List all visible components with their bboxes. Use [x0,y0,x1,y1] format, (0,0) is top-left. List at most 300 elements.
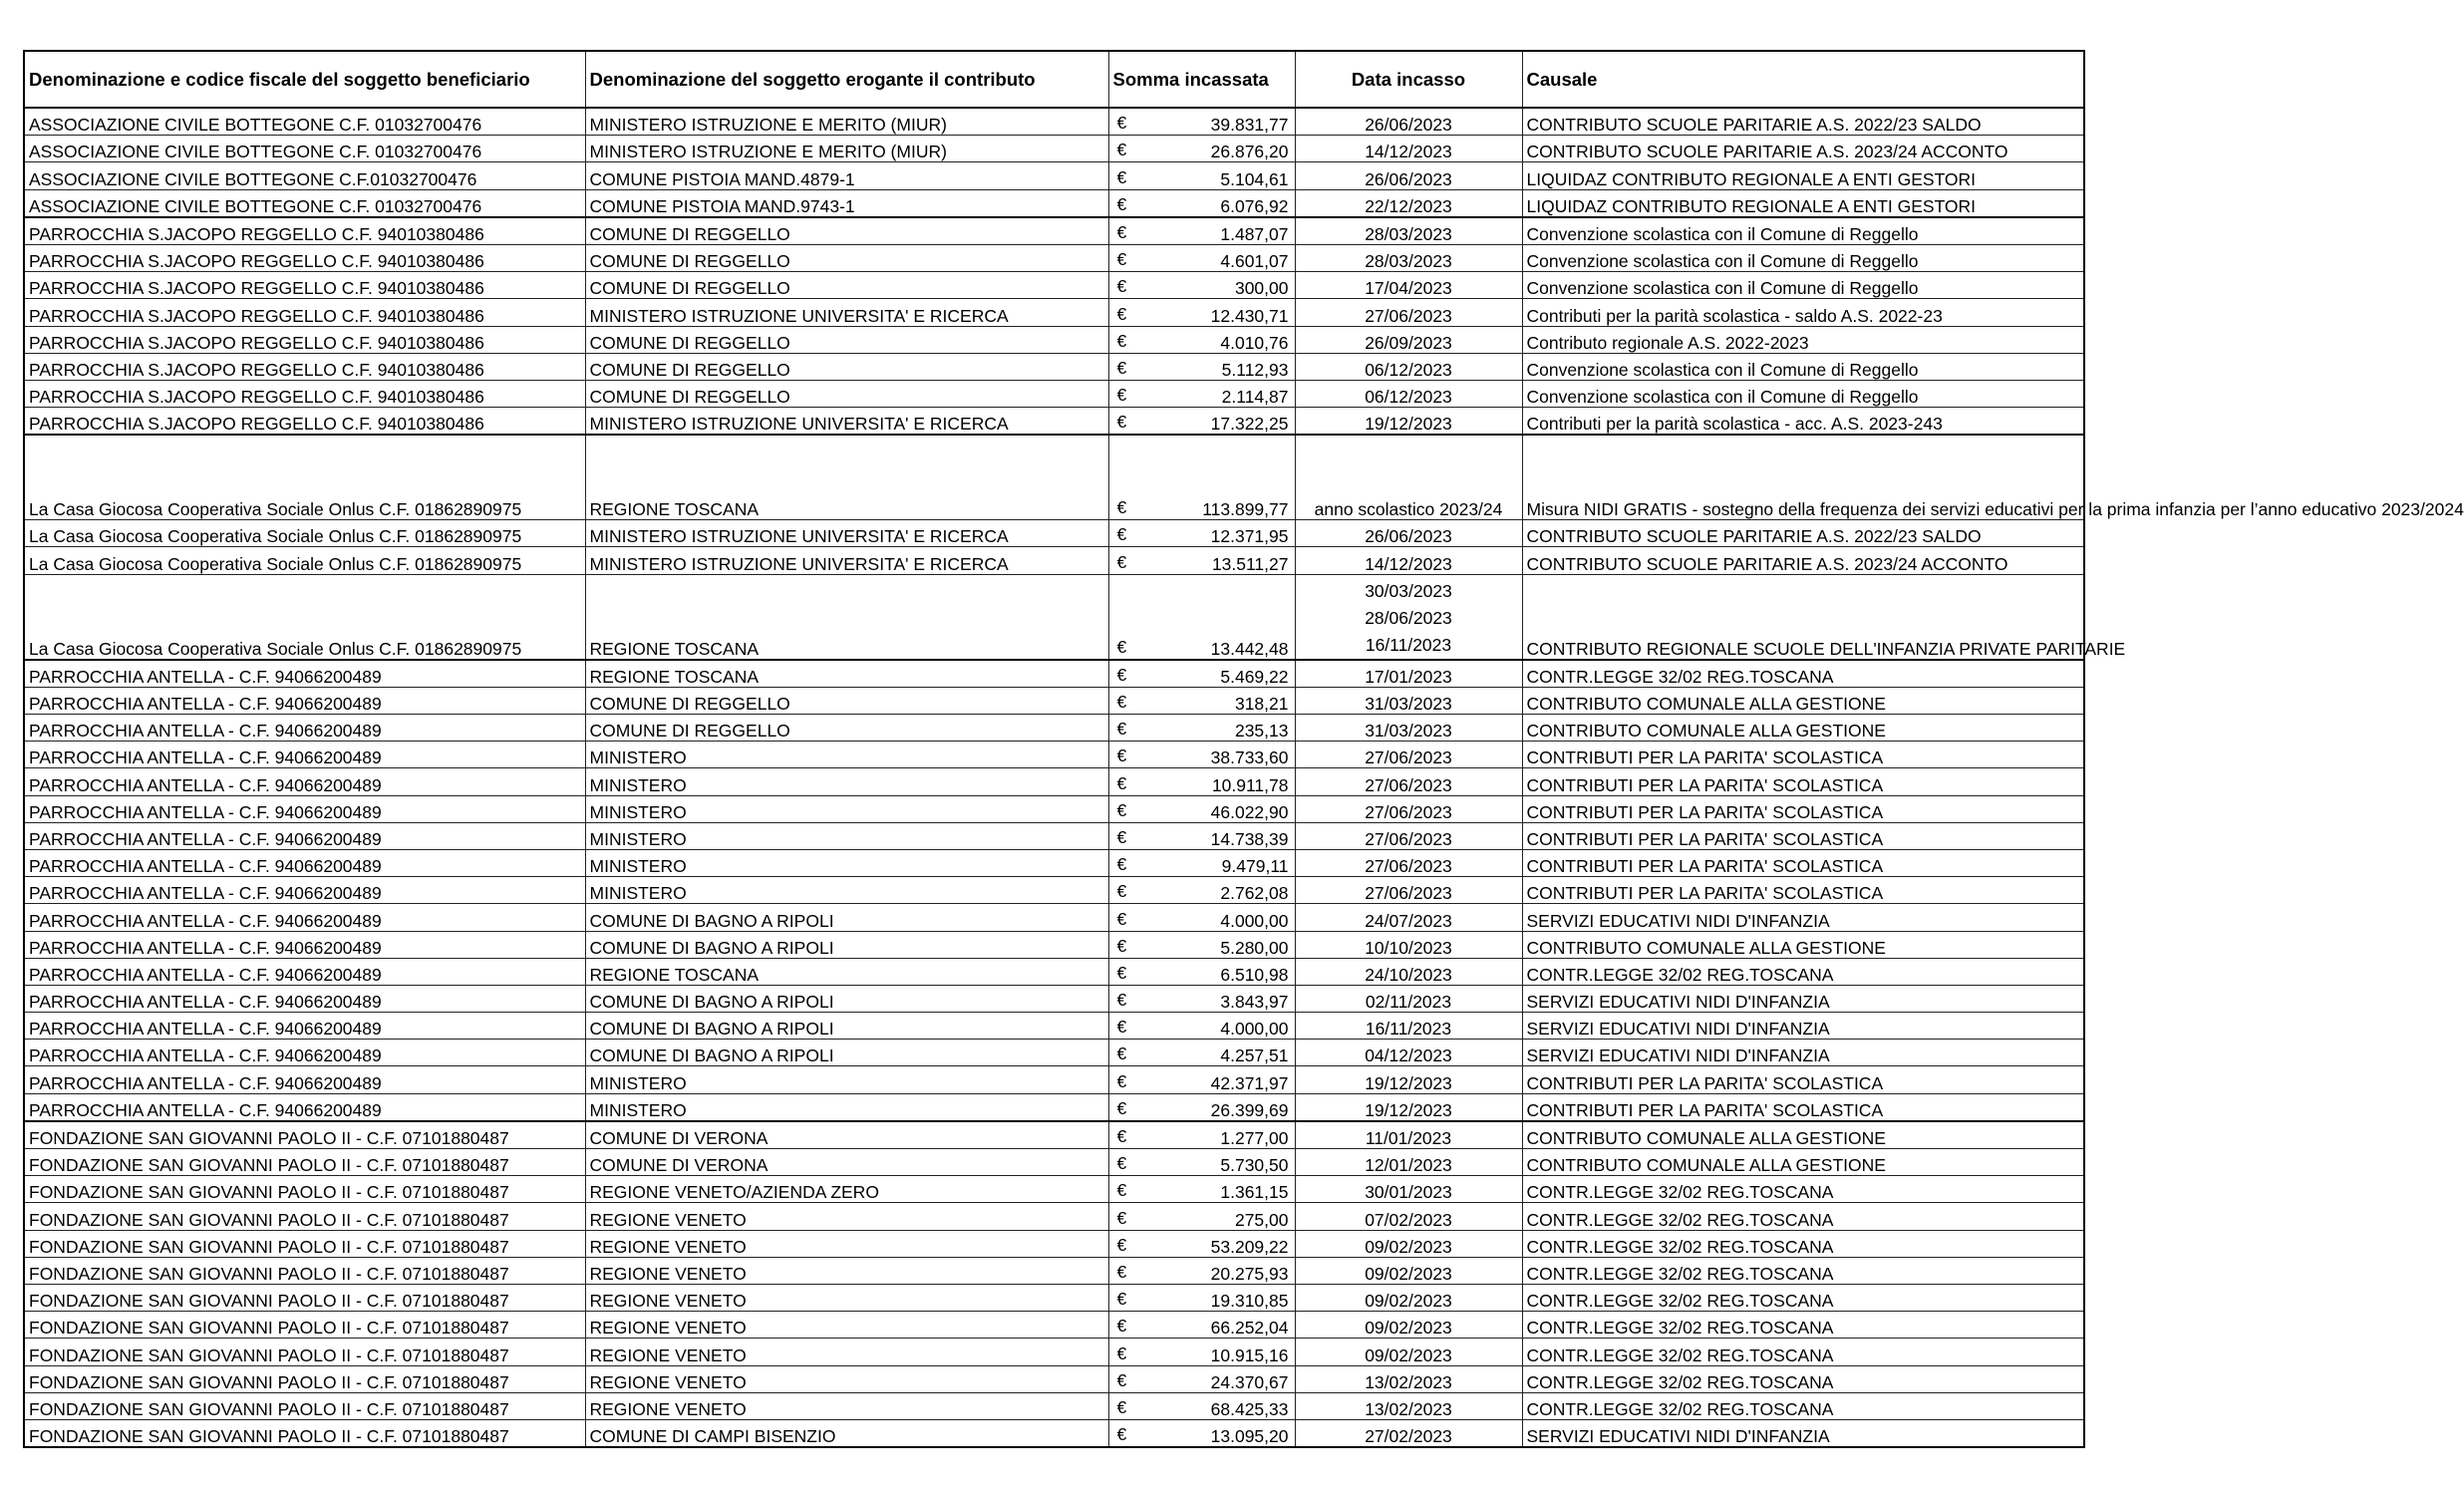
date-value: 27/06/2023 [1365,747,1452,768]
amount-cell [1108,380,1295,407]
euro-symbol: € [1116,1369,1127,1390]
causale-cell: CONTRIBUTO COMUNALE ALLA GESTIONE [1522,715,2084,742]
beneficiario-cell: PARROCCHIA ANTELLA - C.F. 94066200489 [24,795,585,822]
date-value: 19/12/2023 [1365,1072,1452,1093]
beneficiario-cell: PARROCCHIA S.JACOPO REGGELLO C.F. 94010380486 [24,326,585,353]
date-cell [1295,1203,1522,1230]
date-cell [1295,1230,1522,1257]
euro-symbol: € [1116,524,1127,545]
amount-value: 318,21 [1234,694,1289,714]
amount-cell [1108,958,1295,985]
erogante-cell: COMUNE DI BAGNO A RIPOLI [585,904,1108,931]
table-row [24,1066,2084,1093]
euro-symbol: € [1116,1180,1127,1201]
beneficiario-cell: PARROCCHIA ANTELLA - C.F. 94066200489 [24,1066,585,1093]
causale-cell: CONTRIBUTO SCUOLE PARITARIE A.S. 2022/23 SALDO [1522,108,2084,136]
euro-symbol: € [1116,330,1127,351]
amount-value: 10.911,78 [1211,774,1289,795]
beneficiario-cell: FONDAZIONE SAN GIOVANNI PAOLO II - C.F. 07101880487 [24,1419,585,1447]
erogante-cell: COMUNE DI BAGNO A RIPOLI [585,931,1108,958]
causale-cell: CONTRIBUTO SCUOLE PARITARIE A.S. 2023/24 ACCONTO [1522,547,2084,574]
causale-cell: CONTR.LEGGE 32/02 REG.TOSCANA [1522,958,2084,985]
erogante-cell: COMUNE DI BAGNO A RIPOLI [585,1013,1108,1040]
euro-symbol: € [1116,1234,1127,1255]
amount-value: 68.425,33 [1210,1398,1289,1419]
date-value: 30/01/2023 [1365,1182,1452,1203]
date-cell [1295,958,1522,985]
table-row [24,1093,2084,1121]
date-cell [1295,1339,1522,1365]
erogante-cell: COMUNE DI CAMPI BISENZIO [585,1419,1108,1447]
date-cell [1295,904,1522,931]
table-row [24,1149,2084,1176]
beneficiario-cell: FONDAZIONE SAN GIOVANNI PAOLO II - C.F. 07101880487 [24,1312,585,1339]
amount-cell [1108,272,1295,299]
beneficiario-cell: PARROCCHIA ANTELLA - C.F. 94066200489 [24,660,585,688]
causale-cell: CONTRIBUTI PER LA PARITA' SCOLASTICA [1522,849,2084,876]
date-value: 06/12/2023 [1365,359,1452,380]
contributions-table [23,50,2464,1448]
erogante-cell: MINISTERO [585,822,1108,849]
amount-cell [1108,768,1295,795]
table-row [24,1284,2084,1311]
beneficiario-cell: PARROCCHIA ANTELLA - C.F. 94066200489 [24,931,585,958]
beneficiario-cell: PARROCCHIA ANTELLA - C.F. 94066200489 [24,822,585,849]
euro-symbol: € [1116,908,1127,929]
amount-value: 38.733,60 [1210,747,1289,768]
euro-symbol: € [1116,1316,1127,1337]
beneficiario-cell: PARROCCHIA S.JACOPO REGGELLO C.F. 94010380486 [24,272,585,299]
euro-symbol: € [1116,881,1127,902]
beneficiario-cell: ASSOCIAZIONE CIVILE BOTTEGONE C.F. 01032700476 [24,189,585,217]
causale-cell: LIQUIDAZ CONTRIBUTO REGIONALE A ENTI GESTORI [1522,189,2084,217]
euro-symbol: € [1116,551,1127,572]
beneficiario-cell: PARROCCHIA ANTELLA - C.F. 94066200489 [24,1013,585,1040]
date-value: 13/02/2023 [1365,1398,1452,1419]
euro-symbol: € [1116,1017,1127,1038]
amount-value: 4.257,51 [1220,1045,1289,1066]
euro-symbol: € [1116,990,1127,1011]
date-cell [1295,877,1522,904]
amount-cell [1108,189,1295,217]
erogante-cell: REGIONE VENETO [585,1365,1108,1392]
table-row [24,931,2084,958]
amount-cell [1108,1339,1295,1365]
amount-cell [1108,985,1295,1012]
causale-cell: CONTR.LEGGE 32/02 REG.TOSCANA [1522,660,2084,688]
date-cell [1295,1121,1522,1149]
amount-value: 5.469,22 [1220,666,1289,687]
euro-symbol: € [1116,1207,1127,1228]
causale-cell: CONTRIBUTO COMUNALE ALLA GESTIONE [1522,1121,2084,1149]
date-cell [1295,1392,1522,1419]
table-row [24,520,2084,547]
beneficiario-cell: PARROCCHIA S.JACOPO REGGELLO C.F. 94010380486 [24,217,585,245]
amount-value: 300,00 [1234,278,1289,299]
table-row [24,768,2084,795]
erogante-cell: COMUNE DI REGGELLO [585,272,1108,299]
amount-cell [1108,742,1295,768]
erogante-cell: MINISTERO ISTRUZIONE UNIVERSITA' E RICERCA [585,520,1108,547]
date-cell [1295,660,1522,688]
amount-value: 4.601,07 [1220,251,1289,272]
amount-value: 20.275,93 [1210,1263,1289,1284]
date-value: 28/06/2023 [1365,607,1452,628]
amount-value: 5.280,00 [1220,937,1289,958]
date-cell [1295,547,1522,574]
amount-value: 39.831,77 [1210,115,1289,136]
amount-cell [1108,217,1295,245]
erogante-cell: REGIONE VENETO [585,1203,1108,1230]
date-value: 09/02/2023 [1365,1344,1452,1365]
causale-cell: Misura NIDI GRATIS - sostegno della frequenza dei servizi educativi per la prima infanzia per l’anno educativo 2023/2024 [1522,435,2084,520]
table-row [24,877,2084,904]
erogante-cell: REGIONE VENETO [585,1230,1108,1257]
date-cell [1295,715,1522,742]
causale-cell: SERVIZI EDUCATIVI NIDI D'INFANZIA [1522,1013,2084,1040]
beneficiario-cell: PARROCCHIA ANTELLA - C.F. 94066200489 [24,958,585,985]
euro-symbol: € [1116,1424,1127,1445]
beneficiario-cell: FONDAZIONE SAN GIOVANNI PAOLO II - C.F. 07101880487 [24,1392,585,1419]
euro-symbol: € [1116,193,1127,214]
table-row [24,958,2084,985]
erogante-cell: REGIONE VENETO [585,1392,1108,1419]
amount-value: 1.277,00 [1220,1128,1289,1148]
beneficiario-cell: PARROCCHIA ANTELLA - C.F. 94066200489 [24,768,585,795]
date-value: 07/02/2023 [1365,1209,1452,1230]
date-value: 27/06/2023 [1365,883,1452,904]
euro-symbol: € [1116,412,1127,433]
amount-cell [1108,547,1295,574]
date-value: 26/06/2023 [1365,115,1452,136]
causale-cell: CONTR.LEGGE 32/02 REG.TOSCANA [1522,1392,2084,1419]
date-cell [1295,985,1522,1012]
date-cell [1295,742,1522,768]
beneficiario-cell: FONDAZIONE SAN GIOVANNI PAOLO II - C.F. 07101880487 [24,1149,585,1176]
amount-value: 6.510,98 [1220,964,1289,985]
beneficiario-cell: PARROCCHIA ANTELLA - C.F. 94066200489 [24,985,585,1012]
beneficiario-cell: PARROCCHIA ANTELLA - C.F. 94066200489 [24,715,585,742]
date-value: anno scolastico 2023/24 [1314,499,1503,520]
amount-value: 3.843,97 [1220,992,1289,1013]
beneficiario-cell: PARROCCHIA S.JACOPO REGGELLO C.F. 94010380486 [24,353,585,380]
date-cell [1295,1040,1522,1066]
amount-value: 13.442,48 [1210,638,1289,659]
amount-value: 2.762,08 [1220,883,1289,904]
amount-cell [1108,162,1295,189]
erogante-cell: COMUNE DI REGGELLO [585,326,1108,353]
table-row [24,1176,2084,1203]
beneficiario-cell: PARROCCHIA ANTELLA - C.F. 94066200489 [24,1040,585,1066]
date-value: 16/11/2023 [1365,1019,1452,1040]
beneficiario-cell: PARROCCHIA S.JACOPO REGGELLO C.F. 94010380486 [24,244,585,271]
euro-symbol: € [1116,303,1127,324]
table-row [24,795,2084,822]
amount-value: 17.322,25 [1210,414,1289,435]
euro-symbol: € [1116,1126,1127,1146]
amount-value: 5.730,50 [1220,1155,1289,1176]
euro-symbol: € [1116,854,1127,875]
erogante-cell: MINISTERO [585,1093,1108,1121]
beneficiario-cell: FONDAZIONE SAN GIOVANNI PAOLO II - C.F. 07101880487 [24,1284,585,1311]
amount-cell [1108,715,1295,742]
causale-cell: SERVIZI EDUCATIVI NIDI D'INFANZIA [1522,985,2084,1012]
amount-cell [1108,108,1295,136]
table-row [24,136,2084,162]
amount-value: 12.430,71 [1210,305,1289,326]
beneficiario-cell: FONDAZIONE SAN GIOVANNI PAOLO II - C.F. 07101880487 [24,1176,585,1203]
amount-value: 1.487,07 [1220,223,1289,244]
table-row [24,547,2084,574]
date-value: 17/04/2023 [1365,278,1452,299]
date-cell [1295,1013,1522,1040]
causale-cell: Contributi per la parità scolastica - acc. A.S. 2023-243 [1522,408,2084,436]
amount-value: 235,13 [1234,721,1289,742]
erogante-cell: COMUNE DI BAGNO A RIPOLI [585,985,1108,1012]
date-value: 06/12/2023 [1365,387,1452,408]
date-cell [1295,1176,1522,1203]
header-row [24,51,2084,108]
table-row [24,272,2084,299]
euro-symbol: € [1116,140,1127,160]
table-row [24,353,2084,380]
causale-cell: CONTR.LEGGE 32/02 REG.TOSCANA [1522,1176,2084,1203]
table-row [24,715,2084,742]
table-row [24,217,2084,245]
date-value: 27/06/2023 [1365,856,1452,877]
erogante-cell: MINISTERO ISTRUZIONE UNIVERSITA' E RICERCA [585,547,1108,574]
date-value: 26/06/2023 [1365,168,1452,189]
header-somma: Somma incassata [1108,51,1295,108]
erogante-cell: COMUNE PISTOIA MAND.4879-1 [585,162,1108,189]
euro-symbol: € [1116,772,1127,793]
date-value: 30/03/2023 [1365,580,1452,601]
date-cell [1295,108,1522,136]
erogante-cell: MINISTERO [585,795,1108,822]
date-cell [1295,353,1522,380]
table-row [24,435,2084,520]
date-cell [1295,380,1522,407]
causale-cell: SERVIZI EDUCATIVI NIDI D'INFANZIA [1522,1419,2084,1447]
amount-cell [1108,326,1295,353]
amount-cell [1108,795,1295,822]
causale-cell: CONTR.LEGGE 32/02 REG.TOSCANA [1522,1230,2084,1257]
table-row [24,162,2084,189]
table-body [24,108,2464,1447]
beneficiario-cell: La Casa Giocosa Cooperativa Sociale Onlus C.F. 01862890975 [24,547,585,574]
beneficiario-cell: La Casa Giocosa Cooperativa Sociale Onlus C.F. 01862890975 [24,435,585,520]
erogante-cell: MINISTERO [585,877,1108,904]
beneficiario-cell: ASSOCIAZIONE CIVILE BOTTEGONE C.F. 01032700476 [24,136,585,162]
euro-symbol: € [1116,1289,1127,1310]
amount-value: 14.738,39 [1210,828,1289,849]
causale-cell: CONTR.LEGGE 32/02 REG.TOSCANA [1522,1365,2084,1392]
date-cell [1295,768,1522,795]
beneficiario-cell: PARROCCHIA ANTELLA - C.F. 94066200489 [24,742,585,768]
amount-cell [1108,435,1295,520]
causale-cell: CONTRIBUTI PER LA PARITA' SCOLASTICA [1522,795,2084,822]
amount-value: 4.010,76 [1220,332,1289,353]
date-value: 04/12/2023 [1365,1045,1452,1066]
amount-cell [1108,877,1295,904]
beneficiario-cell: FONDAZIONE SAN GIOVANNI PAOLO II - C.F. 07101880487 [24,1365,585,1392]
amount-value: 113.899,77 [1202,499,1289,520]
table-row [24,660,2084,688]
causale-cell: CONTRIBUTI PER LA PARITA' SCOLASTICA [1522,1093,2084,1121]
date-value: 10/10/2023 [1365,937,1452,958]
amount-cell [1108,660,1295,688]
date-cell [1295,162,1522,189]
euro-symbol: € [1116,935,1127,956]
amount-cell [1108,574,1295,660]
beneficiario-cell: FONDAZIONE SAN GIOVANNI PAOLO II - C.F. 07101880487 [24,1121,585,1149]
erogante-cell: MINISTERO ISTRUZIONE E MERITO (MIUR) [585,108,1108,136]
beneficiario-cell: ASSOCIAZIONE CIVILE BOTTEGONE C.F.01032700476 [24,162,585,189]
beneficiario-cell: PARROCCHIA ANTELLA - C.F. 94066200489 [24,904,585,931]
amount-cell [1108,244,1295,271]
causale-cell: CONTR.LEGGE 32/02 REG.TOSCANA [1522,1312,2084,1339]
euro-symbol: € [1116,1097,1127,1118]
causale-cell: Convenzione scolastica con il Comune di Reggello [1522,353,2084,380]
causale-cell: CONTR.LEGGE 32/02 REG.TOSCANA [1522,1257,2084,1284]
erogante-cell: REGIONE VENETO [585,1312,1108,1339]
date-value: 28/03/2023 [1365,251,1452,272]
table-row [24,822,2084,849]
euro-symbol: € [1116,276,1127,297]
amount-value: 5.112,93 [1221,359,1289,380]
amount-cell [1108,408,1295,436]
header-erogante: Denominazione del soggetto erogante il contributo [585,51,1108,108]
table-row [24,189,2084,217]
amount-value: 24.370,67 [1210,1371,1289,1392]
date-value: 31/03/2023 [1365,694,1452,714]
date-cell [1295,299,1522,326]
date-value: 24/07/2023 [1365,910,1452,931]
date-cell [1295,272,1522,299]
table-row [24,1312,2084,1339]
amount-value: 13.511,27 [1211,553,1289,574]
amount-value: 4.000,00 [1220,1019,1289,1040]
euro-symbol: € [1116,1153,1127,1174]
euro-symbol: € [1116,826,1127,847]
causale-cell: Convenzione scolastica con il Comune di Reggello [1522,380,2084,407]
amount-value: 2.114,87 [1221,387,1289,408]
date-cell [1295,435,1522,520]
beneficiario-cell: FONDAZIONE SAN GIOVANNI PAOLO II - C.F. 07101880487 [24,1339,585,1365]
amount-value: 4.000,00 [1220,910,1289,931]
erogante-cell: REGIONE TOSCANA [585,435,1108,520]
table-row [24,1365,2084,1392]
date-cell [1295,1419,1522,1447]
date-cell [1295,217,1522,245]
amount-cell [1108,1419,1295,1447]
causale-cell: CONTRIBUTO COMUNALE ALLA GESTIONE [1522,687,2084,714]
beneficiario-cell: FONDAZIONE SAN GIOVANNI PAOLO II - C.F. 07101880487 [24,1257,585,1284]
beneficiario-cell: PARROCCHIA ANTELLA - C.F. 94066200489 [24,849,585,876]
amount-cell [1108,299,1295,326]
date-value: 27/06/2023 [1365,828,1452,849]
date-value: 22/12/2023 [1365,195,1452,216]
causale-cell: Contributo regionale A.S. 2022-2023 [1522,326,2084,353]
amount-cell [1108,687,1295,714]
header-data: Data incasso [1295,51,1522,108]
beneficiario-cell: FONDAZIONE SAN GIOVANNI PAOLO II - C.F. 07101880487 [24,1203,585,1230]
erogante-cell: COMUNE DI REGGELLO [585,687,1108,714]
date-value: 27/06/2023 [1365,305,1452,326]
table-row [24,742,2084,768]
date-cell [1295,574,1522,660]
table-row [24,849,2084,876]
date-cell [1295,189,1522,217]
amount-value: 10.915,16 [1210,1344,1289,1365]
causale-cell: CONTRIBUTO SCUOLE PARITARIE A.S. 2022/23 SALDO [1522,520,2084,547]
amount-value: 19.310,85 [1210,1291,1289,1312]
amount-value: 13.095,20 [1210,1426,1289,1447]
erogante-cell: COMUNE DI REGGELLO [585,715,1108,742]
amount-value: 26.876,20 [1210,142,1289,162]
erogante-cell: MINISTERO [585,742,1108,768]
euro-symbol: € [1116,692,1127,712]
beneficiario-cell: PARROCCHIA S.JACOPO REGGELLO C.F. 94010380486 [24,380,585,407]
date-value: 26/06/2023 [1365,526,1452,547]
causale-cell: Convenzione scolastica con il Comune di Reggello [1522,272,2084,299]
euro-symbol: € [1116,357,1127,378]
date-value: 02/11/2023 [1365,992,1452,1013]
erogante-cell: COMUNE DI VERONA [585,1149,1108,1176]
amount-value: 12.371,95 [1210,526,1289,547]
erogante-cell: COMUNE DI REGGELLO [585,380,1108,407]
date-value: 13/02/2023 [1365,1371,1452,1392]
erogante-cell: MINISTERO [585,1066,1108,1093]
causale-cell: CONTRIBUTO SCUOLE PARITARIE A.S. 2023/24 ACCONTO [1522,136,2084,162]
causale-cell: CONTR.LEGGE 32/02 REG.TOSCANA [1522,1284,2084,1311]
amount-cell [1108,904,1295,931]
table-row [24,985,2084,1012]
date-cell [1295,849,1522,876]
causale-cell: CONTRIBUTI PER LA PARITA' SCOLASTICA [1522,768,2084,795]
amount-cell [1108,1040,1295,1066]
erogante-cell: MINISTERO [585,768,1108,795]
euro-symbol: € [1116,497,1127,518]
amount-cell [1108,1312,1295,1339]
amount-value: 1.361,15 [1220,1182,1289,1203]
date-value: 19/12/2023 [1365,1099,1452,1120]
date-cell [1295,1284,1522,1311]
date-value: 16/11/2023 [1365,634,1452,655]
amount-value: 5.104,61 [1220,168,1289,189]
causale-cell: CONTRIBUTO COMUNALE ALLA GESTIONE [1522,1149,2084,1176]
date-value: 26/09/2023 [1365,332,1452,353]
causale-cell: CONTRIBUTO COMUNALE ALLA GESTIONE [1522,931,2084,958]
amount-value: 42.371,97 [1210,1072,1289,1093]
causale-cell: CONTRIBUTO REGIONALE SCUOLE DELL'INFANZIA PRIVATE PARITARIE [1522,574,2084,660]
erogante-cell: REGIONE VENETO [585,1284,1108,1311]
date-value: 27/06/2023 [1365,774,1452,795]
erogante-cell: COMUNE DI VERONA [585,1121,1108,1149]
date-value: 09/02/2023 [1365,1318,1452,1339]
table-row [24,1257,2084,1284]
euro-symbol: € [1116,1261,1127,1282]
header-beneficiario: Denominazione e codice fiscale del soggetto beneficiario [24,51,585,108]
erogante-cell: COMUNE DI REGGELLO [585,353,1108,380]
amount-cell [1108,822,1295,849]
table-row [24,244,2084,271]
date-cell [1295,520,1522,547]
amount-value: 46.022,90 [1210,801,1289,822]
erogante-cell: COMUNE DI BAGNO A RIPOLI [585,1040,1108,1066]
beneficiario-cell: PARROCCHIA ANTELLA - C.F. 94066200489 [24,1093,585,1121]
erogante-cell: COMUNE DI REGGELLO [585,217,1108,245]
